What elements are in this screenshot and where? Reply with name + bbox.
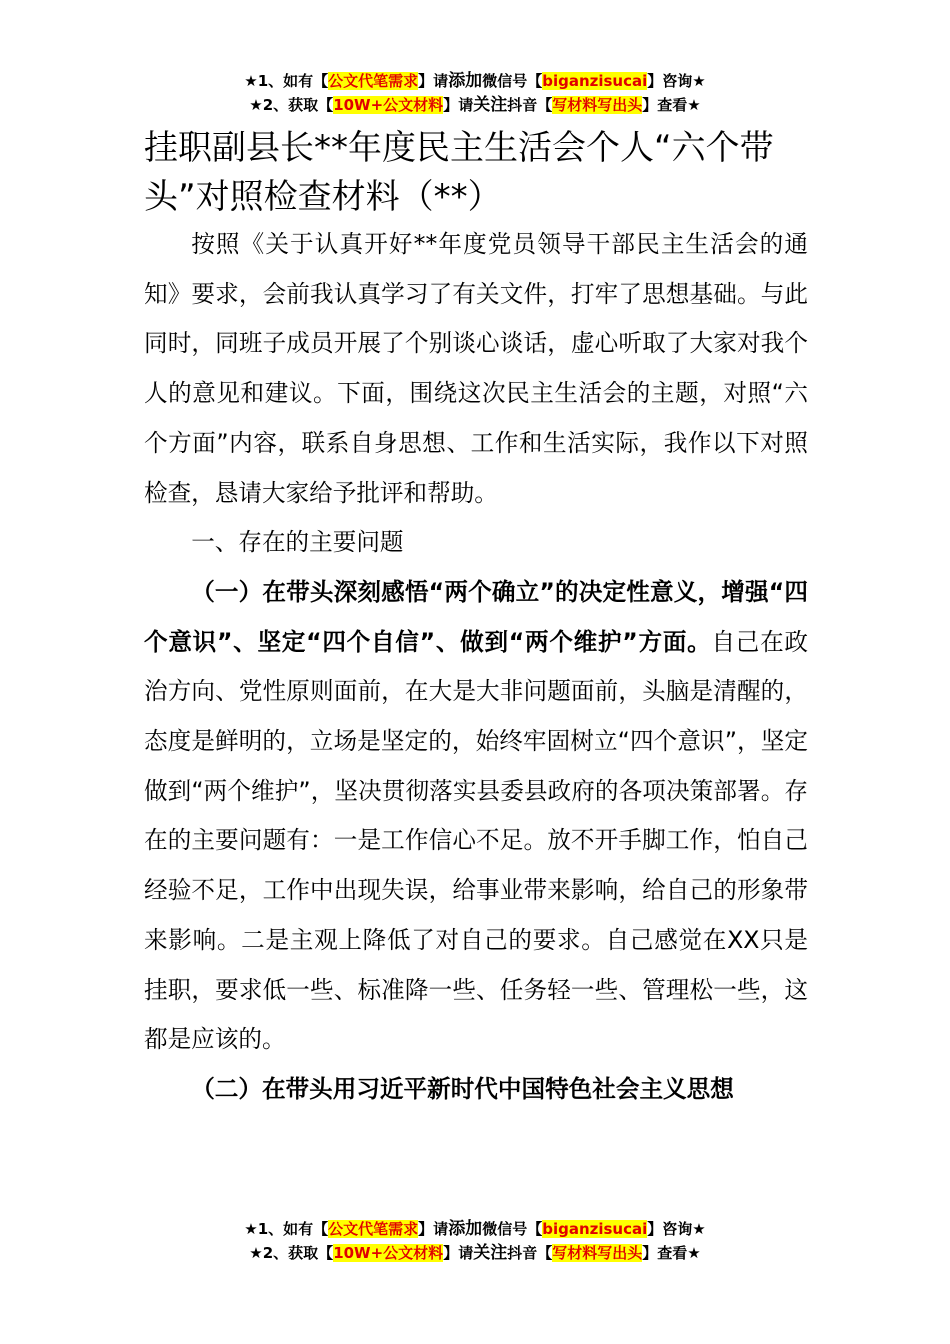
banner-text: ★2、获取【 bbox=[249, 96, 334, 114]
banner-highlight-douyin: 写材料写出头 bbox=[552, 1244, 643, 1262]
banner-keyword: 添加 bbox=[448, 71, 483, 91]
promo-banner-bottom-2 bbox=[0, 1242, 950, 1264]
banner-text: 抖音【 bbox=[507, 96, 553, 114]
item-heading: （一）在带头深刻感悟“两个确立”的决定性意义，增强“四个意识”、坚定“四个自信”、做到“两个维护”方面。 bbox=[144, 577, 808, 656]
banner-text: 】查看★ bbox=[642, 96, 701, 114]
banner-highlight-wechat-id: biganzisucai bbox=[542, 1220, 648, 1238]
promo-banner-top-1 bbox=[0, 70, 950, 92]
item-body: 自己在政治方向、党性原则面前，在大是大非问题面前，头脑是清醒的，态度是鲜明的，立场是坚定的，始终牢固树立“四个意识”，坚定做到“两个维护”，坚决贯彻落实县委县政府的各项决策部署。存在的主要问题有：一是工作信心不足。放不开手脚工作，怕自己经验不足，工作中出现失误，给事业带来影响，给自己的形象带来影响。二是主观上降低了对自己的要求。自己感觉在XX只是挂职，要求低一些、标准降一些、任务轻一些、管理松一些，这都是应该的。 bbox=[144, 627, 809, 1054]
banner-highlight-douyin: 写材料写出头 bbox=[552, 96, 643, 114]
intro-paragraph: 按照《关于认真开好**年度党员领导干部民主生活会的通知》要求，会前我认真学习了有关文件，打牢了思想基础。与此同时，同班子成员开展了个别谈心谈话，虚心听取了大家对我个人的意见和建议。下面，围绕这次民主生活会的主题，对照“六个方面”内容，联系自身思想、工作和生活实际，我作以下对照检查，恳请大家给予批评和帮助。 bbox=[144, 230, 808, 507]
item-paragraph-1 bbox=[144, 568, 808, 1065]
item-heading-2: （二）在带头用习近平新时代中国特色社会主义思想 bbox=[191, 1074, 734, 1103]
banner-text: 】咨询★ bbox=[647, 1220, 706, 1238]
banner-highlight-wechat-id: biganzisucai bbox=[542, 72, 648, 90]
banner-text: 】请 bbox=[418, 72, 449, 90]
banner-highlight-service: 公文代笔需求 bbox=[328, 1220, 419, 1238]
banner-text: 微信号【 bbox=[482, 72, 543, 90]
promo-banner-top-2 bbox=[0, 94, 950, 116]
banner-highlight-materials: 10W+公文材料 bbox=[333, 1244, 444, 1262]
banner-highlight-materials: 10W+公文材料 bbox=[333, 96, 444, 114]
banner-text: ★2、获取【 bbox=[249, 1244, 334, 1262]
document-body bbox=[144, 220, 808, 1115]
banner-text: 】查看★ bbox=[642, 1244, 701, 1262]
banner-keyword: 添加 bbox=[448, 1219, 483, 1239]
banner-text: ★1、如有【 bbox=[244, 72, 329, 90]
banner-keyword: 关注 bbox=[473, 1243, 508, 1263]
banner-highlight-service: 公文代笔需求 bbox=[328, 72, 419, 90]
banner-text: 】请 bbox=[418, 1220, 449, 1238]
banner-text: 】请 bbox=[443, 1244, 474, 1262]
banner-text: 】请 bbox=[443, 96, 474, 114]
banner-text: ★1、如有【 bbox=[244, 1220, 329, 1238]
banner-text: 抖音【 bbox=[507, 1244, 553, 1262]
section-heading: 一、存在的主要问题 bbox=[191, 528, 404, 557]
banner-text: 】咨询★ bbox=[647, 72, 706, 90]
banner-text: 微信号【 bbox=[482, 1220, 543, 1238]
promo-banner-bottom-1 bbox=[0, 1218, 950, 1240]
document-title: 挂职副县长**年度民主生活会个人“六个带头”对照检查材料（**） bbox=[144, 128, 774, 217]
banner-keyword: 关注 bbox=[473, 95, 508, 115]
